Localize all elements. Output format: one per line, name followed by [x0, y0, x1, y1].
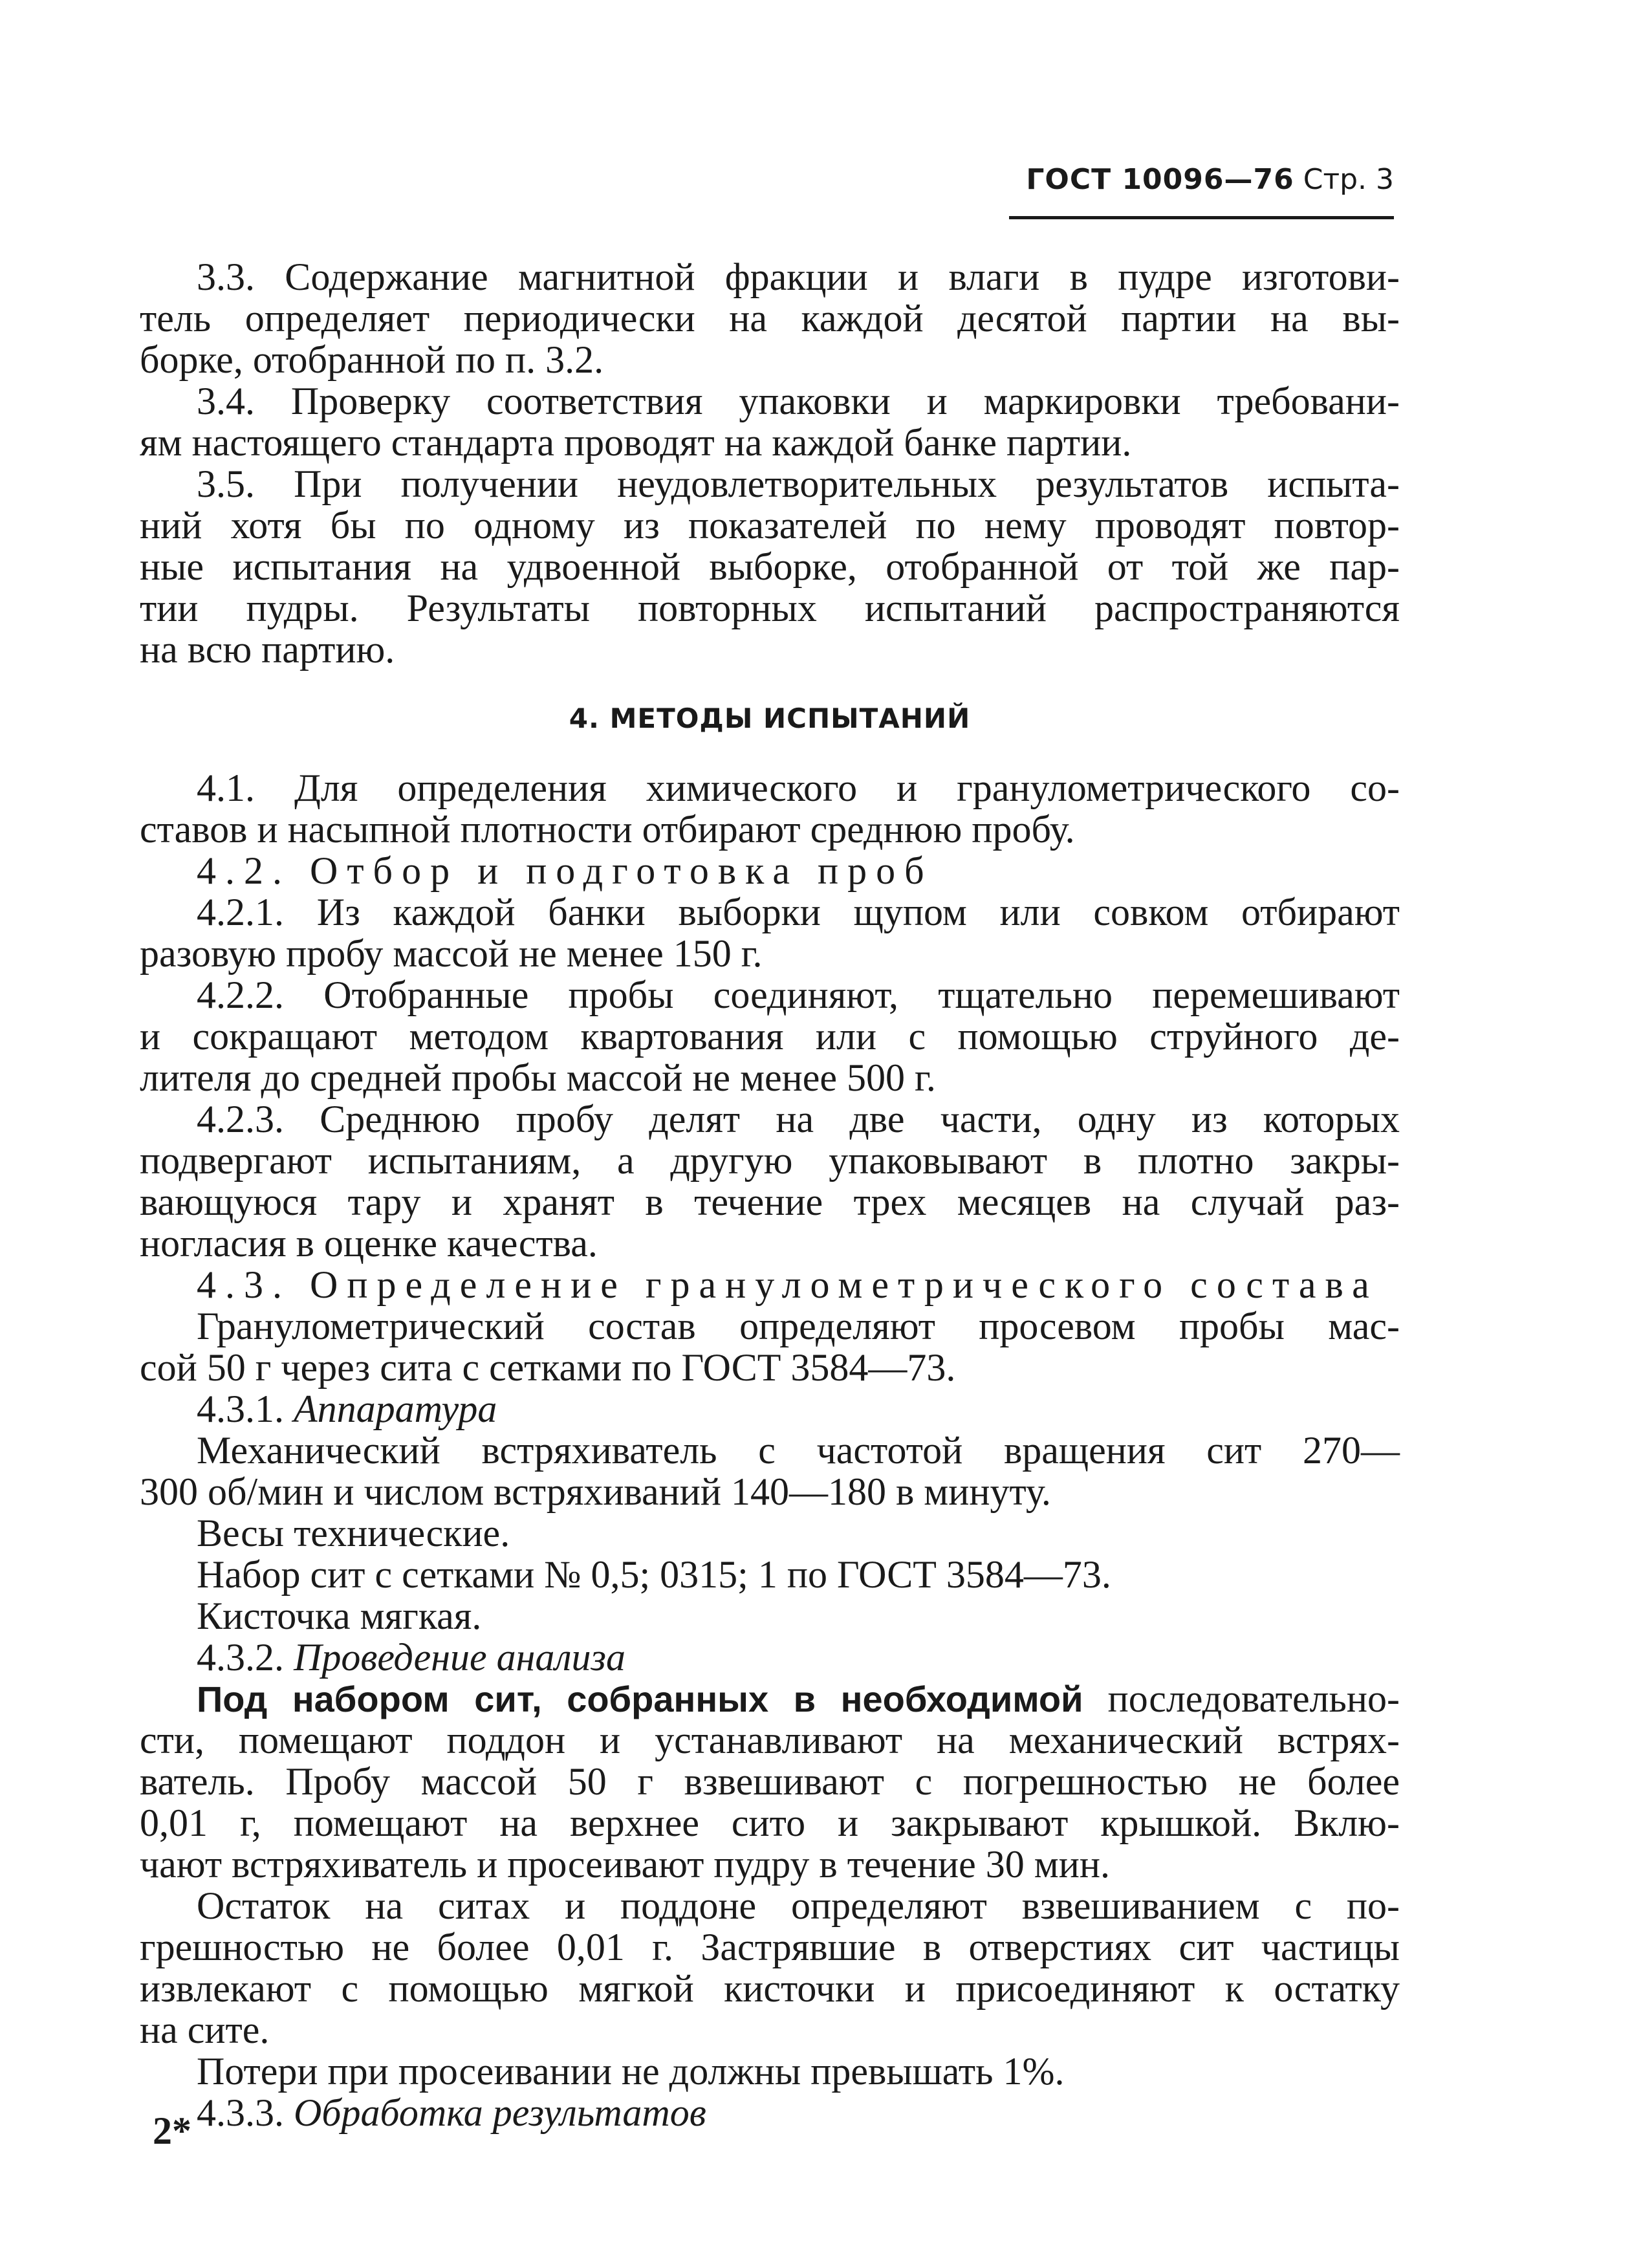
text-line: лителя до средней пробы массой не менее 500 г.: [140, 1056, 936, 1099]
text-line: Кисточка мягкая.: [197, 1595, 482, 1637]
clause-number: 4.3.2.: [197, 1636, 284, 1679]
page-number: Стр. 3: [1303, 163, 1394, 196]
standard-number: ГОСТ 10096—76: [1026, 163, 1294, 196]
text-line: 4.2.1. Из каждой банки выборки щупом или совком отбирают: [197, 891, 1400, 933]
text-line: ватель. Пробу массой 50 г взвешивают с погрешностью не более: [140, 1760, 1400, 1803]
text-line: [140, 1678, 1400, 1719]
text-line: разовую пробу массой не менее 150 г.: [140, 932, 763, 975]
subsection-heading: [140, 1388, 1400, 1430]
text-line: вающуюся тару и хранят в течение трех месяцев на случай раз-: [140, 1181, 1400, 1223]
clause-number: 4.3.3.: [197, 2091, 284, 2134]
text-line: Весы технические.: [197, 1512, 510, 1554]
subsection-heading: 4.3. Определение гранулометрического состава: [197, 1263, 1378, 1306]
text-line: 4.1. Для определения химического и гранулометрического со-: [197, 767, 1400, 809]
text-line: 3.4. Проверку соответствия упаковки и маркировки требовани-: [197, 380, 1400, 422]
clause-title: Обработка результатов: [294, 2091, 706, 2134]
subsection-heading: [140, 1637, 1400, 1678]
lead-continuation: последовательно-: [1083, 1677, 1400, 1720]
text-line: чают встряхиватель и просеивают пудру в течение 30 мин.: [140, 1843, 1110, 1886]
text-line: и сокращают методом квартования или с помощью струйного де-: [140, 1015, 1400, 1058]
text-line: 4.2.2. Отобранные пробы соединяют, тщательно перемешивают: [197, 974, 1400, 1016]
page-header: [1009, 163, 1394, 219]
text-line: 3.3. Содержание магнитной фракции и влаги в пудре изготови-: [197, 256, 1400, 298]
subsection-heading: 4.2. Отбор и подготовка проб: [197, 849, 933, 892]
text-line: Гранулометрический состав определяют просевом пробы мас-: [197, 1305, 1400, 1347]
signature-mark: 2*: [153, 2109, 191, 2152]
text-line: 3.5. При получении неудовлетворительных результатов испыта-: [197, 463, 1400, 505]
text-line: извлекают с помощью мягкой кисточки и присоединяют к остатку: [140, 1967, 1400, 2010]
text-line: Набор сит с сетками № 0,5; 0315; 1 по ГОСТ 3584—73.: [197, 1553, 1111, 1596]
text-line: 4.2.3. Среднюю пробу делят на две части, одну из которых: [197, 1098, 1400, 1140]
subsection-heading: [140, 2092, 1400, 2133]
text-line: борке, отобранной по п. 3.2.: [140, 338, 604, 381]
text-line: ногласия в оценке качества.: [140, 1222, 598, 1265]
text-line: на сите.: [140, 2009, 270, 2051]
text-line: на всю партию.: [140, 628, 395, 671]
clause-number: 4.3.1.: [197, 1388, 284, 1430]
clause-title: Проведение анализа: [294, 1636, 625, 1679]
document-body: [140, 256, 1400, 2133]
text-line: грешностью не более 0,01 г. Застрявшие в отверстиях сит частицы: [140, 1926, 1400, 1968]
text-line: Остаток на ситах и поддоне определяют взвешиванием с по-: [197, 1884, 1400, 1927]
text-line: сти, помещают поддон и устанавливают на механический встрях-: [140, 1719, 1400, 1761]
bold-lead-text: Под набором сит, собранных в необходимой: [197, 1679, 1083, 1719]
text-line: 300 об/мин и числом встряхиваний 140—180 в минуту.: [140, 1470, 1051, 1513]
section-heading: 4. МЕТОДЫ ИСПЫТАНИЙ: [569, 703, 971, 734]
text-line: сой 50 г через сита с сетками по ГОСТ 3584—73.: [140, 1346, 956, 1389]
text-line: Механический встряхиватель с частотой вращения сит 270—: [197, 1429, 1400, 1472]
text-line: 0,01 г, помещают на верхнее сито и закрывают крышкой. Вклю-: [140, 1802, 1400, 1844]
text-line: подвергают испытаниям, а другую упаковывают в плотно закры-: [140, 1139, 1400, 1182]
text-line: тель определяет периодически на каждой десятой партии на вы-: [140, 297, 1400, 340]
text-line: ные испытания на удвоенной выборке, отобранной от той же пар-: [140, 545, 1400, 588]
text-line: ям настоящего стандарта проводят на каждой банке партии.: [140, 421, 1132, 464]
text-line: Потери при просеивании не должны превышать 1%.: [197, 2050, 1065, 2093]
text-line: ставов и насыпной плотности отбирают среднюю пробу.: [140, 808, 1075, 851]
text-line: тии пудры. Результаты повторных испытаний распространяются: [140, 587, 1400, 629]
text-line: ний хотя бы по одному из показателей по нему проводят повтор-: [140, 504, 1400, 547]
clause-title: Аппаратура: [294, 1388, 497, 1430]
